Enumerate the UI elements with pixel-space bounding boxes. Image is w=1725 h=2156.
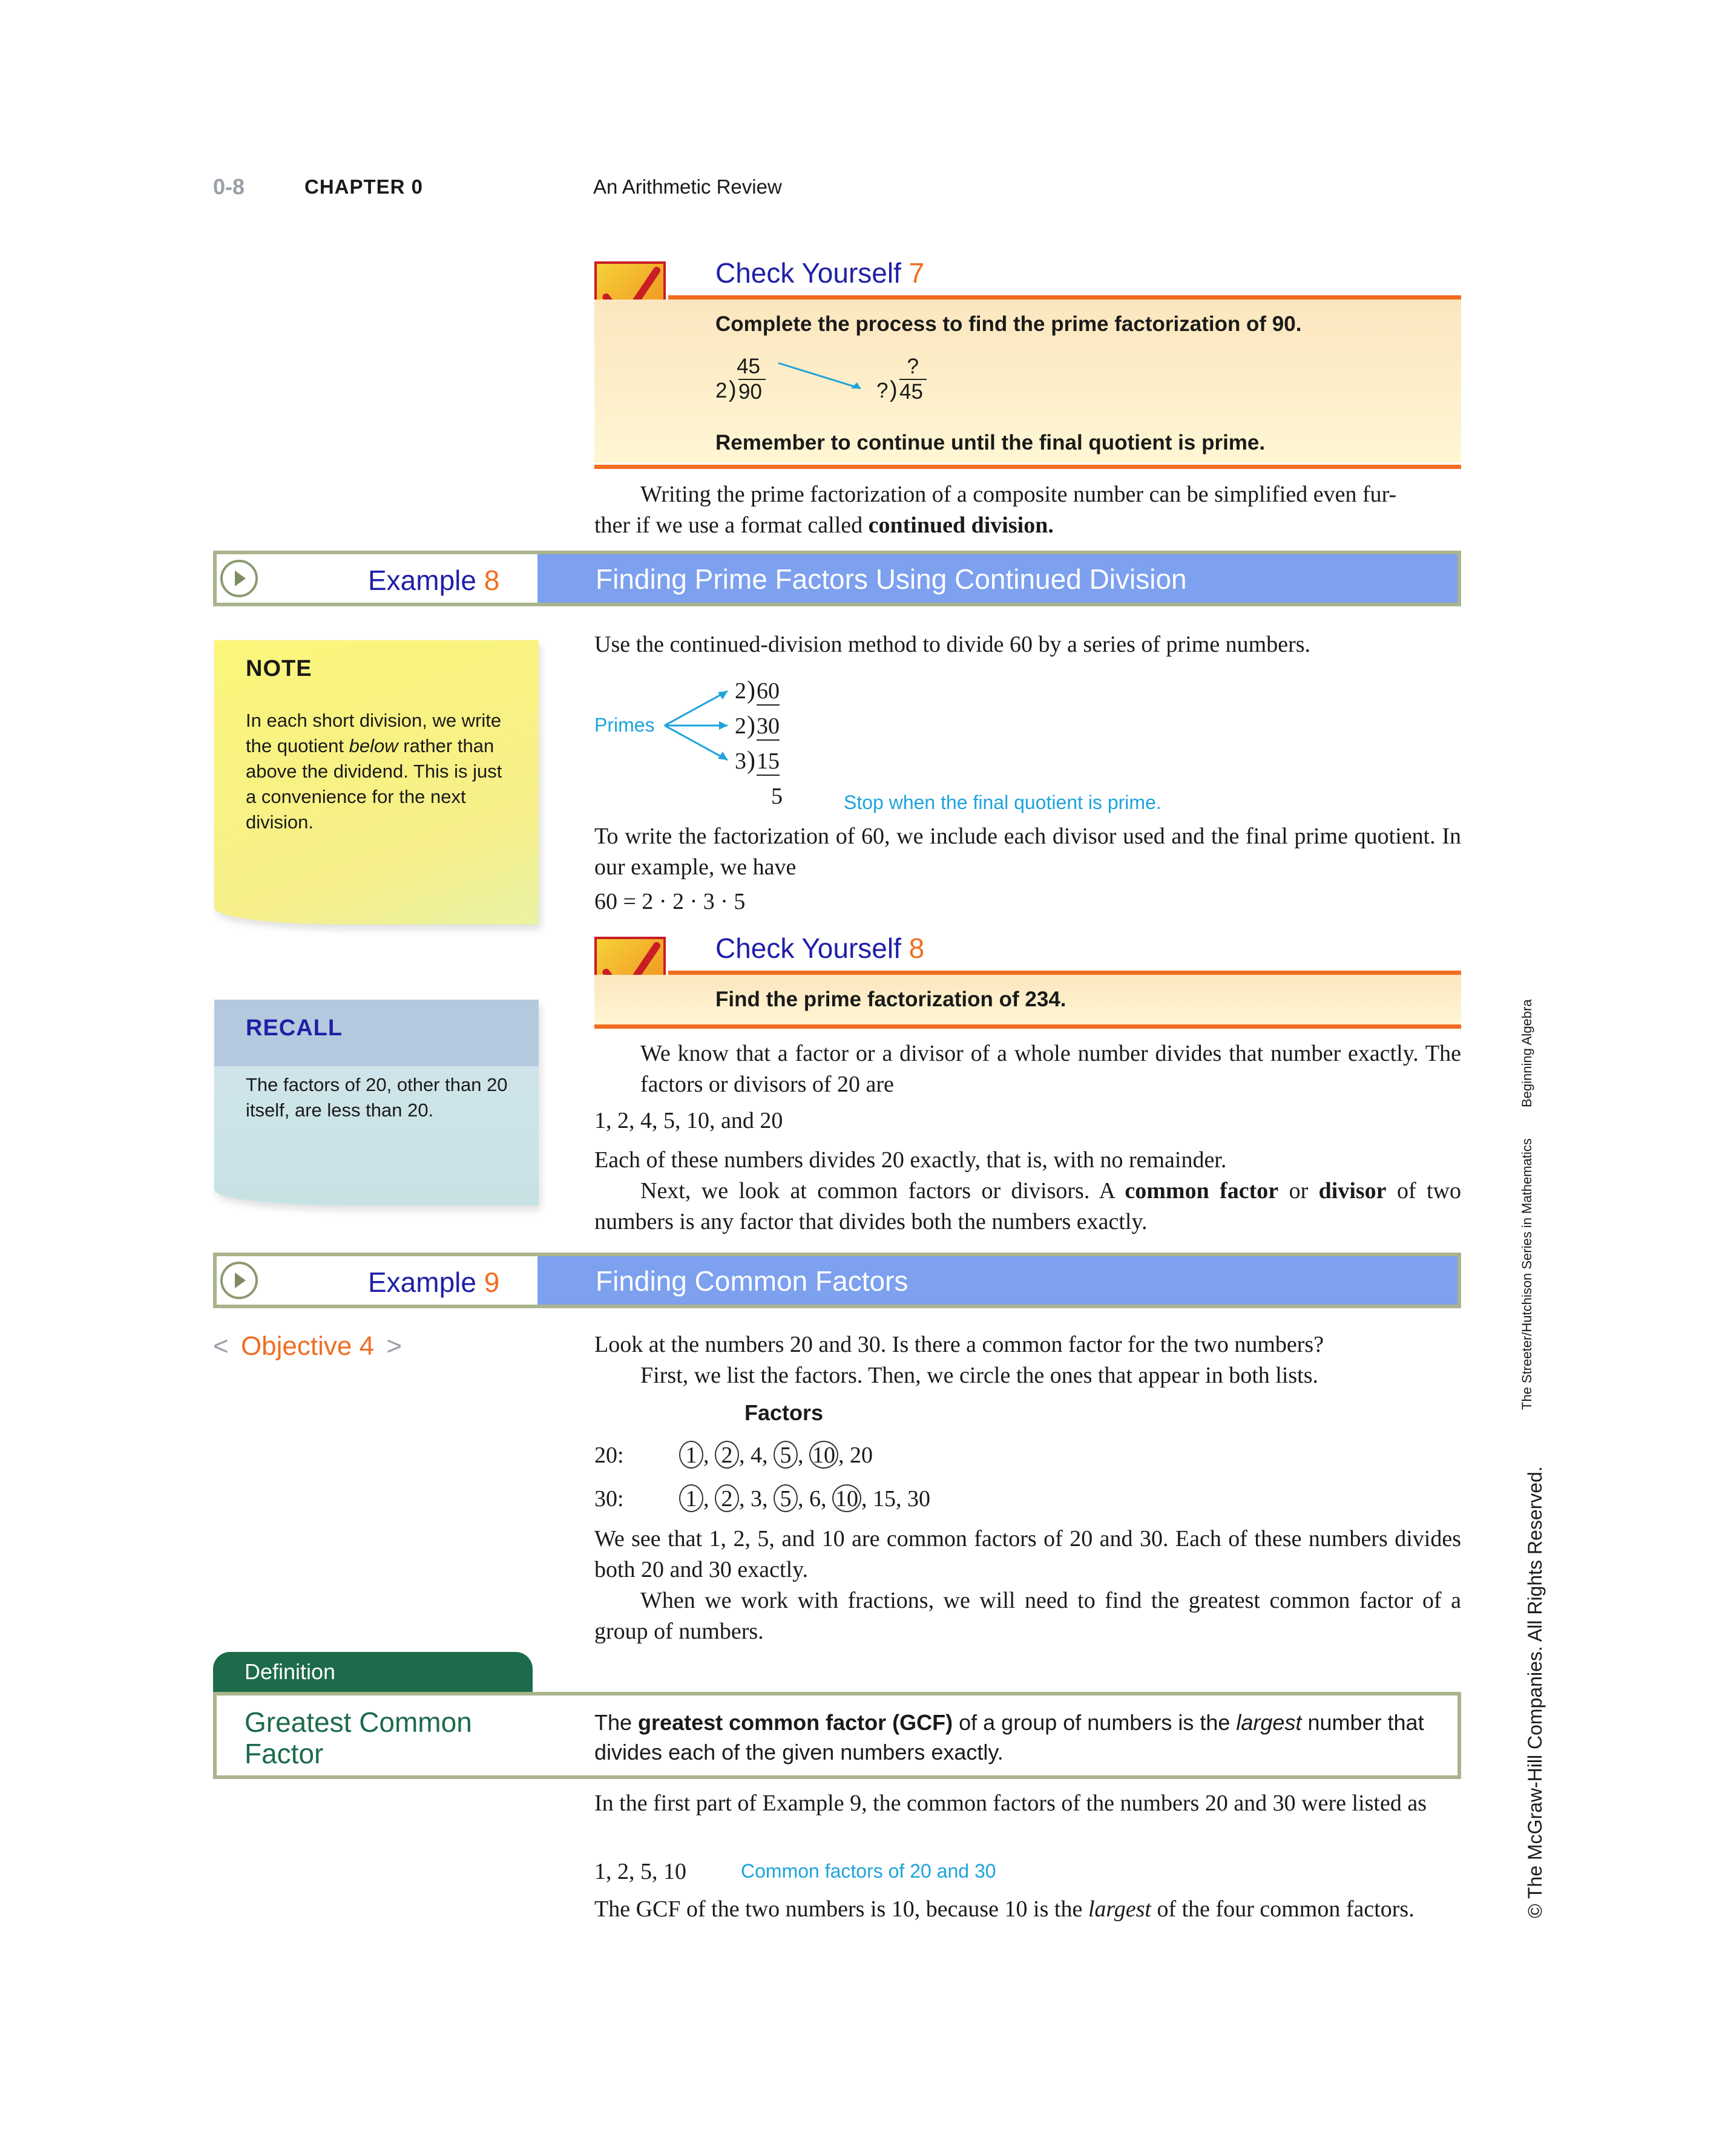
circled-factor: 2 (715, 1484, 739, 1512)
factor-row-30-label: 30: (594, 1486, 624, 1512)
divisor: 2 (715, 379, 728, 402)
example-8-label: Example 8 (368, 565, 500, 596)
recall-text: The factors of 20, other than 20 itself, are less than 20. (246, 1074, 508, 1121)
primes-label: Primes (594, 714, 655, 736)
intro-line-2: ther if we use a format called (594, 513, 869, 538)
division-step: 2 ) 30 (735, 712, 780, 739)
factor-row-20: 1 , 2 , 4, 5 , 10 , 20 (679, 1440, 873, 1471)
play-icon[interactable] (220, 560, 258, 597)
chevron-right-icon: > (386, 1331, 402, 1361)
division-step: 3 ) 15 (735, 747, 780, 775)
circled-factor: 5 (774, 1484, 798, 1512)
factor: 15 (873, 1486, 896, 1512)
check-yourself-number: 7 (908, 257, 925, 289)
play-icon[interactable] (220, 1262, 258, 1299)
factor: 6 (809, 1486, 821, 1512)
example-9-bar (213, 1253, 1461, 1308)
example-8-instruction: Use the continued-division method to divide 60 by a series of prime numbers. (594, 632, 1311, 657)
circled-factor: 1 (679, 1441, 703, 1469)
dividend: 90 (738, 379, 766, 404)
intro-paragraph (594, 479, 1461, 541)
factors-of-20-list: 1, 2, 4, 5, 10, and 20 (594, 1108, 783, 1133)
chevron-left-icon: < (213, 1331, 229, 1361)
division-90 (715, 355, 771, 407)
division-bracket: ) (729, 377, 737, 402)
factor: 20 (850, 1443, 873, 1468)
gcf-conclusion: The GCF of the two numbers is 10, because 10 is the largest of the four common factors. (594, 1896, 1414, 1922)
quotient: ? (907, 355, 919, 378)
example-9-title: Finding Common Factors (596, 1265, 908, 1297)
division-45 (876, 355, 932, 407)
example-9-label: Example 9 (368, 1266, 500, 1298)
orange-rule (668, 295, 1461, 300)
common-factors-list: 1, 2, 5, 10 (594, 1859, 686, 1884)
recall-heading: RECALL (246, 1015, 343, 1041)
definition-term: Greatest Common Factor (245, 1706, 472, 1769)
note-heading: NOTE (246, 656, 312, 681)
common-factors-note: Common factors of 20 and 30 (741, 1860, 996, 1882)
example-8-result: 60 = 2 · 2 · 3 · 5 (594, 889, 746, 914)
definition-text: The greatest common factor (GCF) of a group of numbers is the largest number that divides each of the given numbers exactly. (594, 1710, 1424, 1764)
factor-paragraph-2: Each of these numbers divides 20 exactly, that is, with no remainder. (594, 1147, 1227, 1173)
orange-rule (668, 971, 1461, 975)
factor: 4 (751, 1443, 762, 1468)
example-8-explanation: To write the factorization of 60, we include each divisor used and the final prime quotient. In our example, we have (594, 824, 1461, 880)
quotient: 45 (737, 355, 760, 378)
example-8-title-box (537, 554, 1457, 603)
arrow-icon (776, 361, 868, 392)
page-number: 0-8 (213, 174, 245, 199)
chapter-title: An Arithmetic Review (593, 175, 782, 198)
recall-card (214, 1000, 539, 1205)
division-step: 2 ) 60 (735, 677, 780, 704)
circled-factor: 10 (809, 1441, 838, 1469)
intro-bold: continued division. (868, 513, 1054, 538)
primes-arrows (662, 686, 731, 765)
example-9-question: Look at the numbers 20 and 30. Is there a common factor for the two numbers? (594, 1332, 1324, 1357)
check-yourself-7-prompt: Complete the process to find the prime factorization of 90. (715, 312, 1302, 336)
chapter-label: CHAPTER 0 (304, 175, 424, 198)
orange-rule (594, 1024, 1461, 1029)
book-title: Beginning Algebra (1519, 999, 1534, 1107)
check-yourself-7-reminder: Remember to continue until the final quotient is prime. (715, 431, 1266, 454)
example-8-bar (213, 551, 1461, 606)
check-yourself-7-title (715, 257, 924, 289)
note-text: In each short division, we write the quotient below rather than above the dividend. This is just a convenience for the next division. (246, 710, 502, 833)
stop-note: Stop when the final quotient is prime. (844, 791, 1162, 813)
series-title: The Streeter/Hutchison Series in Mathematics (1519, 1138, 1534, 1410)
closing-paragraph: In the first part of Example 9, the common factors of the numbers 20 and 30 were listed as (594, 1791, 1427, 1816)
example-9-title-box (537, 1256, 1457, 1305)
example-8-title: Finding Prime Factors Using Continued Division (596, 563, 1187, 595)
factors-heading: Factors (744, 1400, 824, 1425)
example-9-conclusion: We see that 1, 2, 5, and 10 are common factors of 20 and 30. Each of these numbers divides both 20 and 30 exactly. (594, 1526, 1461, 1582)
note-card (214, 640, 539, 925)
divisor: ? (876, 379, 889, 402)
factor: 30 (907, 1486, 930, 1512)
definition-box (213, 1692, 1461, 1779)
division-bracket: ) (890, 377, 898, 402)
circled-factor: 10 (832, 1484, 861, 1512)
definition-tab: Definition (213, 1652, 533, 1692)
example-9-lead: When we work with fractions, we will need to find the greatest common factor of a group of numbers. (594, 1588, 1461, 1644)
factor-row-20-label: 20: (594, 1443, 624, 1468)
check-yourself-label: Check Yourself (715, 257, 901, 289)
factor-paragraph-3: Next, we look at common factors or divisors. A common factor or divisor of two numbers is any factor that divides both the numbers exactly. (594, 1178, 1462, 1234)
objective-label: Objective 4 (240, 1331, 375, 1361)
final-quotient: 5 (771, 784, 783, 809)
circled-factor: 5 (774, 1441, 798, 1469)
orange-rule (594, 465, 1461, 469)
factor-row-30: 1 , 2 , 3, 5 , 6, 10 , 15, 30 (679, 1484, 930, 1515)
check-yourself-8-prompt: Find the prime factorization of 234. (715, 988, 1066, 1011)
continued-division (735, 678, 789, 818)
copyright: © The McGraw-Hill Companies. All Rights Reserved. (1524, 1466, 1546, 1918)
objective-link[interactable] (213, 1331, 402, 1361)
dividend: 45 (899, 379, 927, 404)
factor: 3 (751, 1486, 762, 1512)
factor-paragraph-1: We know that a factor or a divisor of a whole number divides that number exactly. The factors or divisors of 20 are (640, 1041, 1461, 1097)
circled-factor: 2 (715, 1441, 739, 1469)
example-9-instruction: First, we list the factors. Then, we circle the ones that appear in both lists. (640, 1363, 1319, 1388)
check-yourself-8-title: Check Yourself 8 (715, 932, 925, 964)
intro-line-1: Writing the prime factorization of a composite number can be simplified even fur- (640, 482, 1397, 507)
circled-factor: 1 (679, 1484, 703, 1512)
